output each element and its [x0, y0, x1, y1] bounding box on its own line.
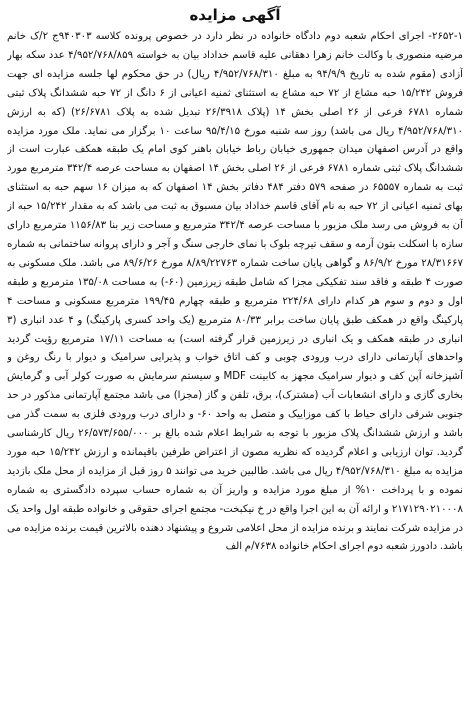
notice-body: ۲۶۵۲-۱- اجرای احکام شعبه دوم دادگاه خانواده در نظر دارد در خصوص پرونده کلاسه ۹۴۰۳۰۳ج ۲/ک خانم مرضیه منصوری با وکالت خانم زهرا دهقانی علیه قاسم خداداد بیان به خواسته ۴/۹۵۲/۷۶۸/۸۵۹ عدد سکه بهار آزادی (مقوم شده به تاریخ ۹۴/۹/۹ به مبلغ ۴/۹۵۲/۷۶۸/۳۱۰ ریال) در حق محکوم لها جلسه مزایده ای جهت فروش ۱۵/۲۴۲ حبه مشاع از ۷۲ حبه مشاع به استثنای ثمنیه اعیانی از ۶ دانگ از ۷۲ حبه ششدانگ پلاک ثبتی شماره ۶۷۸۱ فرعی از ۲۶ اصلی بخش ۱۴ (پلاک ۲۶/۳۹۱۸ تبدیل شده به پلاک ۲۶/۶۷۸۱) (که به ارزش ۴/۹۵۲/۷۶۸/۳۱۰ ریال می باشد) روز سه شنبه مورخ ۹۵/۴/۱۵ ساعت ۱۰ برگزار می نماید. ملک مورد مزایده واقع در آدرس اصفهان میدان جمهوری خیابان رباط خیابان باهنر کوی امام یک طبقه همکف عبارت است از ششدانگ پلاک ثبتی شماره ۶۷۸۱ فرعی از ۲۶ اصلی بخش ۱۴ اصفهان به مساحت عرصه ۳۴۲/۴ مترمربع مورد ثبت به شماره ۶۵۵۵۷ در صفحه ۵۷۹ دفتر ۴۸۴ دفاتر بخش ۱۴ اصفهان که به میزان ۱۶ سهم حبه به استثنای بهای ثمنیه اعیانی از ۷۲ حبه به نام آقای قاسم خداداد بیان مسبوق به ثبت می باشد که به مقدار ۱۵/۲۴۲ حبه از آن به فروش می رسد ملک مزبور با مساحت عرصه ۳۴۲/۴ مترمربع و مساحت زیر بنا ۱۱۵۶/۸۳ مترمربع دارای سازه با اسکلت بتون آرمه و سقف تیرچه بلوک با نمای خارجی سنگ و آجر و دارای پروانه ساختمانی به شماره ۲۸/۳۱۶۶۷ مورخ ۸۶/۹/۲ و گواهی پایان ساخت شماره ۸/۸۹/۲۲۷۶۳ مورخ ۸۹/۶/۲۶ می باشد. ملک مسکونی به صورت ۴ طبقه و فاقد سند تفکیکی مجزا که شامل طبقه زیرزمین (۶۰-) به مساحت ۱۳۵/۰۸ مترمربع و طبقه اول و دوم و سوم هر کدام دارای ۲۲۴/۶۸ مترمربع و طبقه چهارم ۱۹۹/۴۵ مترمربع مسکونی و مساحت ۴ پارکینگ واقع در همکف طبق پایان ساخت برابر ۸۰/۳۳ مترمربع (یک واحد کسری پارکینگ) و ۴ عدد انباری (۳ انباری در طبقه همکف و یک انباری در زیرزمین قرار گرفته است) به مساحت ۱۷/۱۱ مترمربع رؤیت گردید واحدهای آپارتمانی دارای درب ورودی چوبی و کف اتاق خواب و پذیرایی سرامیک و دیوار با رنگ روغن و آشپزخانه آپن کف و دیوار سرامیک مجهز به کابینت MDF و سیستم سرمایش به صورت کولر آبی و گرمایش بخاری گازی و دارای انشعابات آب (مشترک)، برق، تلفن و گاز (مجزا) می باشد مجتمع آپارتمانی مذکور در حد جنوبی شرقی دارای حیاط با کف موزاییک و متصل به واحد ۶۰- و دارای درب ورودی فلزی به سمت گذر می باشد و ارزش ششدانگ پلاک مزبور با توجه به شرایط اعلام شده بالغ بر ۲۶/۵۷۳/۶۵۵/۰۰۰ ریال کارشناسی گردید. توان ارزیابی و اعلام گردیده که نظریه مصون از اعتراض طرفین باقیمانده و ارزش ۱۵/۲۴۲ حبه مورد مزایده به مبلغ ۴/۹۵۲/۷۶۸/۳۱۰ ریال می باشد. طالبین خرید می توانند ۵ روز قبل از مزایده از محل ملک بازدید نموده و با پرداخت ۱۰% از مبلغ مورد مزایده و واریز آن به شماره حساب سپرده دادگستری به شماره ۲۱۷۱۲۹۰۲۱۰۰۰۸ و ارائه آن به این اجرا واقع در خ نیکبخت- مجتمع اجرای حقوقی و خانواده طبقه اول واحد یک در مزایده شرکت نمایند و برنده مزایده از محل اعلامی شروع و پیشنهاد دهنده بالاترین قیمت برنده مزایده می باشد. دادورز شعبه دوم اجرای احکام خانواده ۷۶۳۸/م الف — [7, 31, 463, 553]
notice-title: آگهی مزایده — [189, 6, 281, 24]
